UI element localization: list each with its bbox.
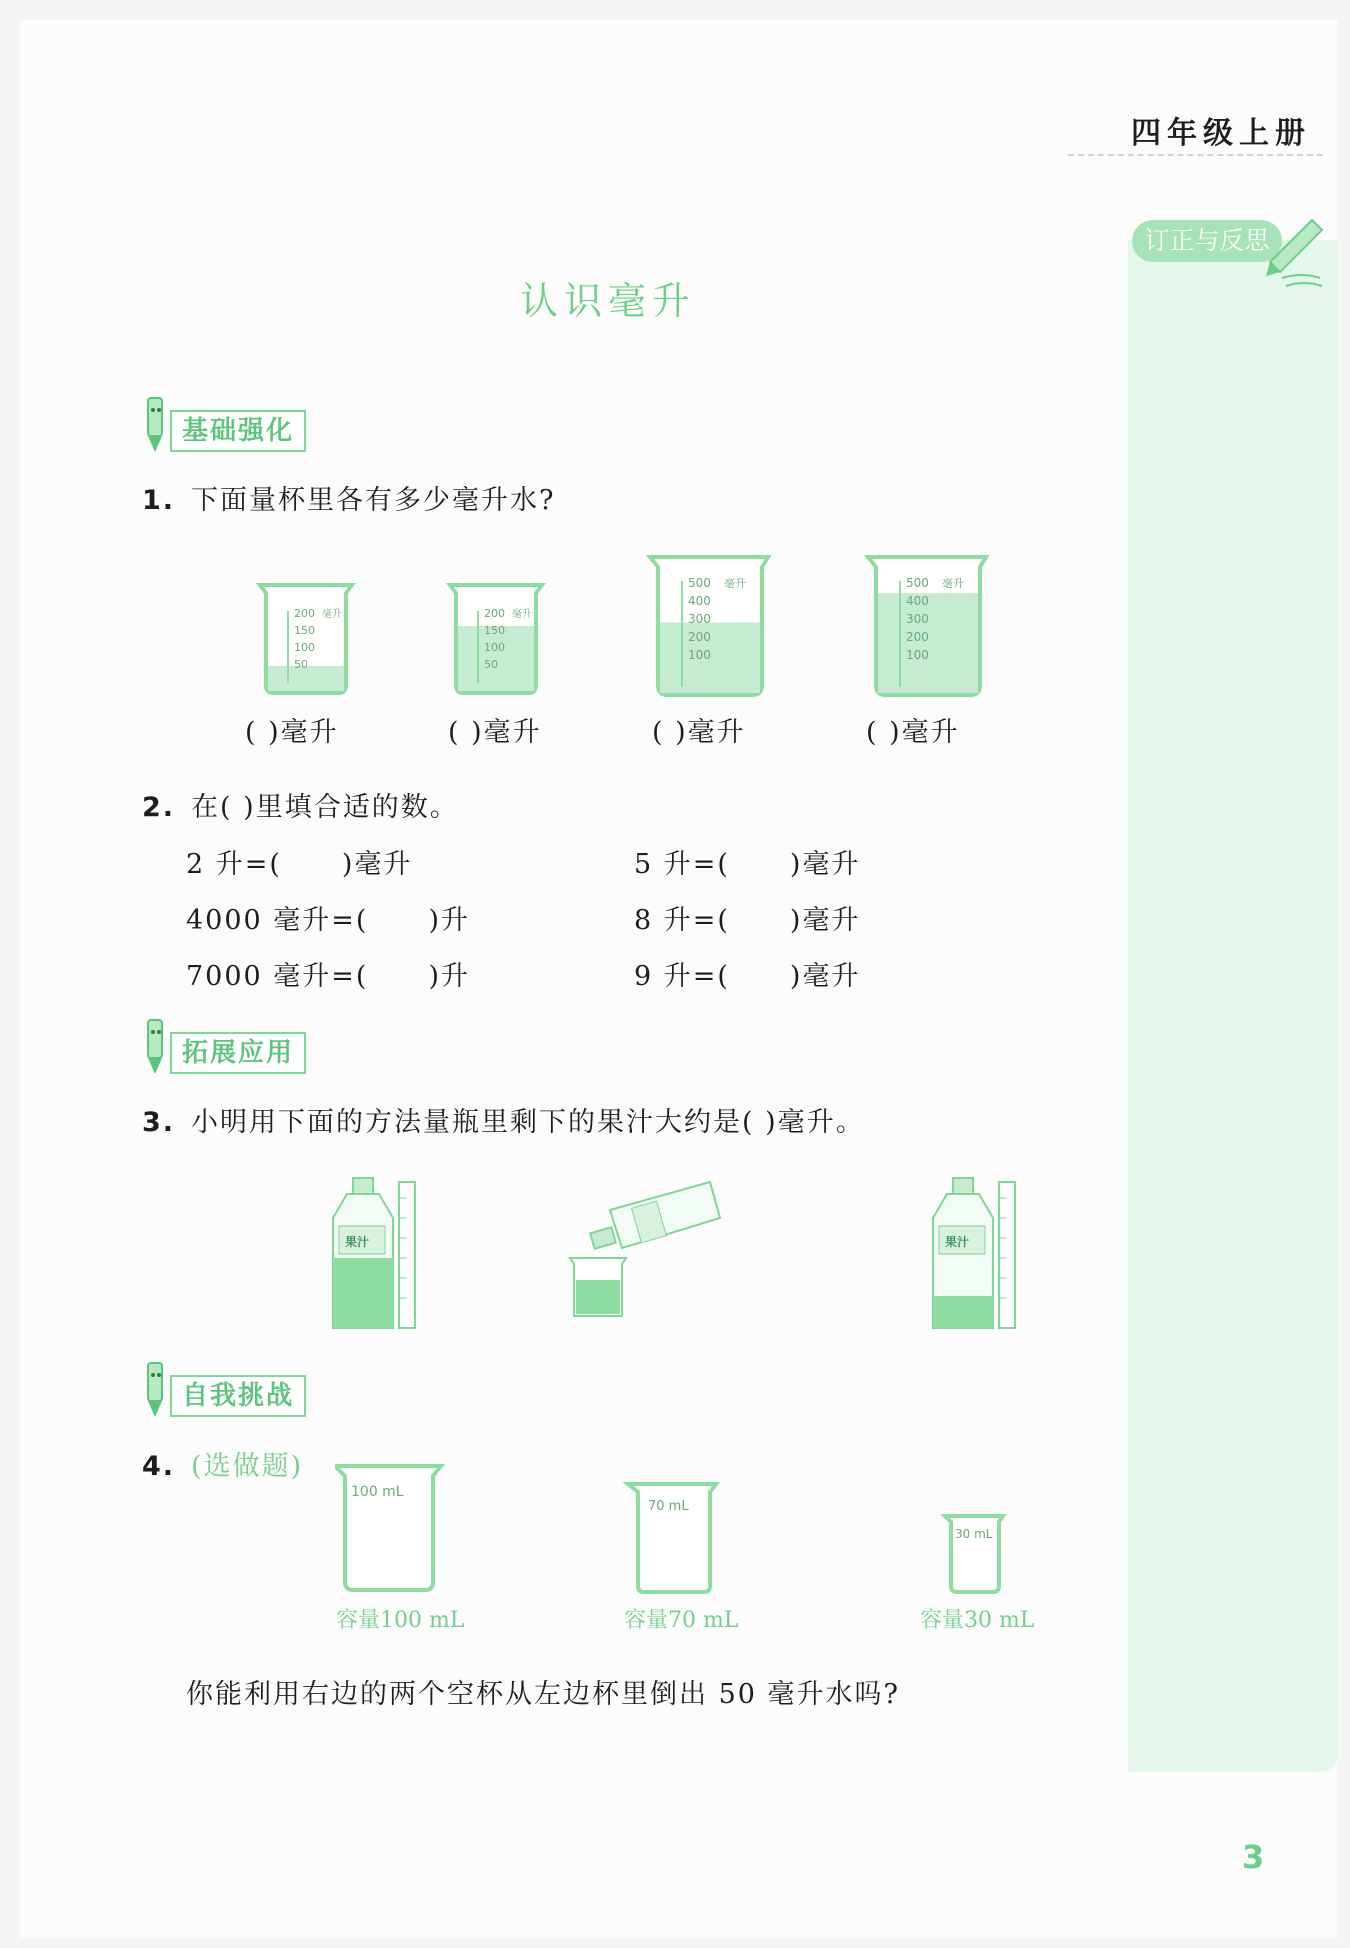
conversion-item: 2 升=( )毫升 [186,849,413,880]
tick-label: 50 [484,658,498,671]
measuring-cup-large [868,557,986,695]
question-4-text: 你能利用右边的两个空杯从左边杯里倒出 50 毫升水吗? [186,1679,900,1710]
question-2 [142,785,459,824]
measuring-cup-small [260,585,352,693]
tick-label: 200 [484,607,505,620]
question-3 [142,1100,865,1139]
section-label: 自我挑战 [170,1375,306,1417]
capacity-mark: 30 mL [955,1527,993,1541]
tick-label: 100 [484,641,505,654]
correction-label: 订正与反思 [1132,220,1282,262]
unit-label: 毫升 [724,577,746,590]
answer-blank[interactable]: ( )毫升 [245,717,339,748]
tick-label: 300 [906,612,929,626]
question-number: 4. [142,1451,176,1482]
juice-bottle [333,1178,415,1328]
empty-cups-figure [335,1462,1035,1602]
tick-label: 200 [688,630,711,644]
tick-label: 300 [688,612,711,626]
section-label: 拓展应用 [170,1032,306,1074]
measuring-cups-figure [240,545,1140,705]
juice-measuring-figure [320,1168,1080,1338]
tick-label: 100 [294,641,315,654]
pencil-mascot-icon [140,394,170,454]
grade-label: 四年级上册 [1068,108,1323,156]
question-number: 1. [142,485,176,516]
answer-blank[interactable]: ( )毫升 [448,717,542,748]
measuring-cup-small [450,585,542,693]
optional-tag: (选做题) [191,1451,304,1482]
capacity-mark: 70 mL [648,1499,689,1514]
question-text: 小明用下面的方法量瓶里剩下的果汁大约是( )毫升。 [191,1107,865,1138]
tick-label: 100 [688,648,711,662]
section-label: 基础强化 [170,410,306,452]
answer-blank[interactable]: ( )毫升 [866,717,960,748]
bottle-label: 果汁 [945,1235,970,1249]
unit-label: 毫升 [322,609,342,620]
tick-label: 200 [294,607,315,620]
unit-label: 毫升 [512,609,532,620]
tick-label: 400 [688,594,711,608]
pencil-icon [1262,212,1332,292]
conversion-item: 4000 毫升=( )升 [186,905,470,936]
cup-caption: 容量30 mL [920,1608,1035,1633]
pouring-scene [570,1182,720,1316]
conversion-item: 8 升=( )毫升 [634,905,861,936]
ruler [999,1182,1015,1328]
cup-100ml [335,1466,441,1590]
conversion-item: 5 升=( )毫升 [634,849,861,880]
page-title: 认识毫升 [520,279,697,323]
capacity-mark: 100 mL [351,1484,404,1500]
pencil-mascot-icon [140,1016,170,1076]
tick-label: 150 [294,624,315,637]
ruler [399,1182,415,1328]
question-text: 在( )里填合适的数。 [191,792,459,823]
tick-label: 200 [906,630,929,644]
cup-30ml [945,1516,1003,1592]
tick-label: 500 [906,576,929,590]
conversion-item: 7000 毫升=( )升 [186,961,470,992]
juice-bottle [933,1178,1015,1328]
tick-label: 100 [906,648,929,662]
answer-blank[interactable]: ( )毫升 [652,717,746,748]
question-text: 下面量杯里各有多少毫升水? [191,485,556,516]
bottle-label: 果汁 [345,1235,370,1249]
question-1 [142,478,556,517]
measuring-cup-large [650,557,768,695]
tick-label: 50 [294,658,308,671]
question-4 [142,1444,303,1483]
tick-label: 500 [688,576,711,590]
cup-caption: 容量70 mL [624,1608,739,1633]
question-number: 3. [142,1107,176,1138]
cup-caption: 容量100 mL [336,1608,465,1633]
unit-label: 毫升 [942,577,964,590]
conversion-item: 9 升=( )毫升 [634,961,861,992]
tick-label: 400 [906,594,929,608]
correction-side-panel [1128,240,1338,1772]
tick-label: 150 [484,624,505,637]
question-number: 2. [142,792,176,823]
pencil-mascot-icon [140,1359,170,1419]
page-number: 3 [1242,1838,1265,1876]
cup-70ml [628,1484,716,1592]
